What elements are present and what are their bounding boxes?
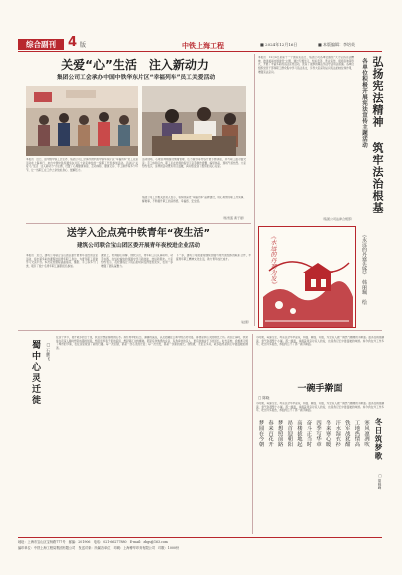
- section-badge: 综合副刊: [18, 39, 64, 50]
- poem-line: 四季写华章: [315, 420, 322, 447]
- article2-body-col1: 本报讯 近日，建筑公司联合宝山团区委开展青年夜校进企业活动，将丰富多彩的课程送到青年职工身边，为青年职工搭建学习交流平台。本次夜校课程涵盖插花、摄影、手工等多个门类，吸引了数十名青年职工踊跃报名参加。: [26, 254, 98, 269]
- article1-body-col1: 本报讯 近日，由中国中铁工会主办、集团公司工会承办的中国中铁华东片区“幸福列车”员工关爱活动在上海举行，来自中国中铁所属华东片区十余家单位的一线职工代表参加活动。活动以“关爱‘心’生活 注入新动力”为主题，设置了心理健康讲座、互动体验、健康义诊、手工制作等多个环节，让一线职工在工作之余放松身心、缓解压力。: [26, 158, 138, 173]
- poem-line: 梦想照前路: [276, 420, 283, 447]
- footer-rule: [18, 537, 382, 538]
- article3-title-line1: 弘扬宪法精神: [371, 56, 384, 128]
- event-photo-right: [142, 86, 246, 156]
- article1-author: （熊雪莲 黄子豪）: [221, 216, 246, 220]
- poem-lines: [256, 420, 370, 530]
- essay2-author: □ 陈晓: [258, 396, 270, 400]
- essay2-title: 一碗手擀面: [297, 384, 343, 394]
- footer-publisher: 编印单位：中铁上海工程局集团有限公司 发送对象：所属各单位 印刷：上海博华印务有限公司 印数：1000份: [18, 546, 180, 550]
- poem-line: 春来百花开: [267, 420, 274, 447]
- page-number: 4: [68, 35, 78, 50]
- article2-author: （赵蕾）: [238, 320, 251, 324]
- essay1-body: 在这个季节，离开故乡的日子里，我总会想起蜀地的山水。那些青翠的山峦、潺潺的溪流，以及隐藏在云雾中的古老村落，都曾是我心灵的栖息之所。初到上海时，我常常在夜深人静时想起成都的街巷，想起宽窄巷子里的茶馆，想起锦江边的柳树。那里有我熟悉的乡音，有我牵挂的亲人，更有我割舍不下的回忆。时光流转，我渐渐习惯了城市的节奏，也在这里找到了新的归属。每一次回望，都是一次心灵的迁徙；每一次出发，都是一次新的成长。我知道，无论走多远，故乡始终是我心中最温暖的港湾。: [56, 336, 248, 351]
- painting-caption: 《永远的丹寨先锋》 韩丽珮 绘: [361, 232, 367, 305]
- essay2-body: 小时候，每逢冬至，母亲总会早早起床，和面、擀面、切面，为全家人做一碗热气腾腾的手擀面。面条在锅里翻滚，香气弥漫整个小屋。那一碗面，承载着母亲对家人的爱，也是我记忆中最温暖的味道。如今我在外工作多年，吃过许多美食，却始终忘不了那一碗手擀面。: [256, 336, 384, 347]
- header-rule: [18, 51, 382, 52]
- article1-title: 关爱“心”生活 注入新动力: [61, 58, 209, 72]
- poem-line: 工地热情高: [353, 420, 360, 447]
- poem-line: 寒风凛冽吹: [363, 420, 369, 447]
- article3-body: 本报讯 12月4日是第十一个国家宪法日，集团公司各单位围绕“大力弘扬宪法精神，推进美丽中国建设”主题，通过专题学习、知识竞答、普法宣传、现场咨询等形式，开展了丰富多彩的宪法宣传活动，营造了浓厚的尊法学法守法用法氛围。各单位组织党员干部和职工群众集中学习宪法条文，引导大家深刻认识宪法的地位和作用，增强宪法意识。: [258, 56, 354, 74]
- article1-divider: [26, 223, 251, 224]
- poem-line: 昂首迎朝阳: [286, 420, 293, 447]
- essay1-title: 蜀中心灵迁徙: [30, 340, 40, 406]
- issue-date: ■ 2024年12月16日: [260, 42, 298, 47]
- article3-author: （集团公司法律合规部）: [320, 217, 354, 221]
- article1-body-col2: 活动现场，心理咨询师围绕情绪管理、压力疏导等内容开展专题讲座，并与职工面对面交流；手工体验区内，职工们在老师的指导下亲手制作香囊、编织饰品，现场气氛热烈。大家纷纷表示，这样的活动既实用又温暖，真切感受到了组织的关心关爱。: [142, 158, 246, 169]
- article1-body-col3: 集团公司工会相关负责人表示，将持续深化“幸福列车”品牌建设，用心用情为职工办实事、解难事，不断提升职工的获得感、幸福感、安全感。: [142, 196, 246, 203]
- right-column-divider: [254, 54, 255, 326]
- poem-line: 梦圆在今朝: [257, 420, 264, 447]
- poem-line: 汗水湿衣衫: [334, 420, 341, 447]
- article2-body-col2: 课堂上，老师耐心讲解、细致示范，青年职工们认真聆听、动手实践，在轻松愉快的氛围中学习新技能、结识新朋友。大家纷纷表示，夜校课程让下班后的时间变得更加充实，也进一步增强了团队凝聚力。: [101, 254, 173, 269]
- poem-line: 冬来寒心暖: [324, 420, 331, 447]
- essay-divider: [252, 334, 253, 534]
- page-label: 版: [80, 42, 87, 49]
- masthead: 中铁上海工程: [182, 42, 224, 50]
- footer-contact: 地址：上海市宝山区宝杨路777号 邮编：201906 电话：021-66277880 E-mail：zbgs@163.com: [18, 540, 168, 544]
- poem-line: 高楼拔地起: [295, 420, 302, 447]
- essay1-author: □ 石鹏飞: [46, 342, 51, 361]
- poem-line: 奋斗正当时: [305, 420, 312, 447]
- article3-subtitle: 各单位积极开展宪法宣传主题活动: [361, 58, 367, 148]
- article2-title: 送学入企点亮中铁青年“夜生活”: [66, 228, 211, 239]
- article2-subtitle: 建筑公司联合宝山团区委开展青年夜校进企业活动: [76, 243, 201, 249]
- poem-title: 冬日筑梦歌: [374, 418, 383, 461]
- essay2-body-cont: 小时候，每逢冬至，母亲总会早早起床，和面、擀面、切面，为全家人做一碗热气腾腾的手擀面。面条在锅里翻滚，香气弥漫整个小屋。那一碗面，承载着母亲对家人的爱，也是我记忆中最温暖的味道。如今我在外工作多年，吃过许多美食，却始终忘不了那一碗手擀面。: [256, 402, 384, 412]
- poem-author: □ 胡晓峰: [378, 474, 382, 490]
- middle-divider: [18, 330, 382, 331]
- event-photo-left: [26, 86, 138, 156]
- page-editor: ■ 本版编辑：李培英: [318, 42, 356, 47]
- poem-line: 铁军战犹酣: [343, 420, 350, 447]
- article2-body-col3: 下一步，建筑公司团委将继续加强与地方团组织的联系合作，丰富青年职工精神文化生活，助力青年成长成才。: [176, 254, 251, 261]
- poem-block: [256, 416, 384, 532]
- article3-title-line2: 筑牢法治根基: [371, 142, 384, 214]
- painting-inscription: 《水远的丹寨为发》: [269, 233, 276, 287]
- article1-subtitle: 集团公司工会承办中国中铁华东片区“幸福列车”员工关爱活动: [56, 75, 216, 81]
- papercut-painting: [258, 226, 356, 328]
